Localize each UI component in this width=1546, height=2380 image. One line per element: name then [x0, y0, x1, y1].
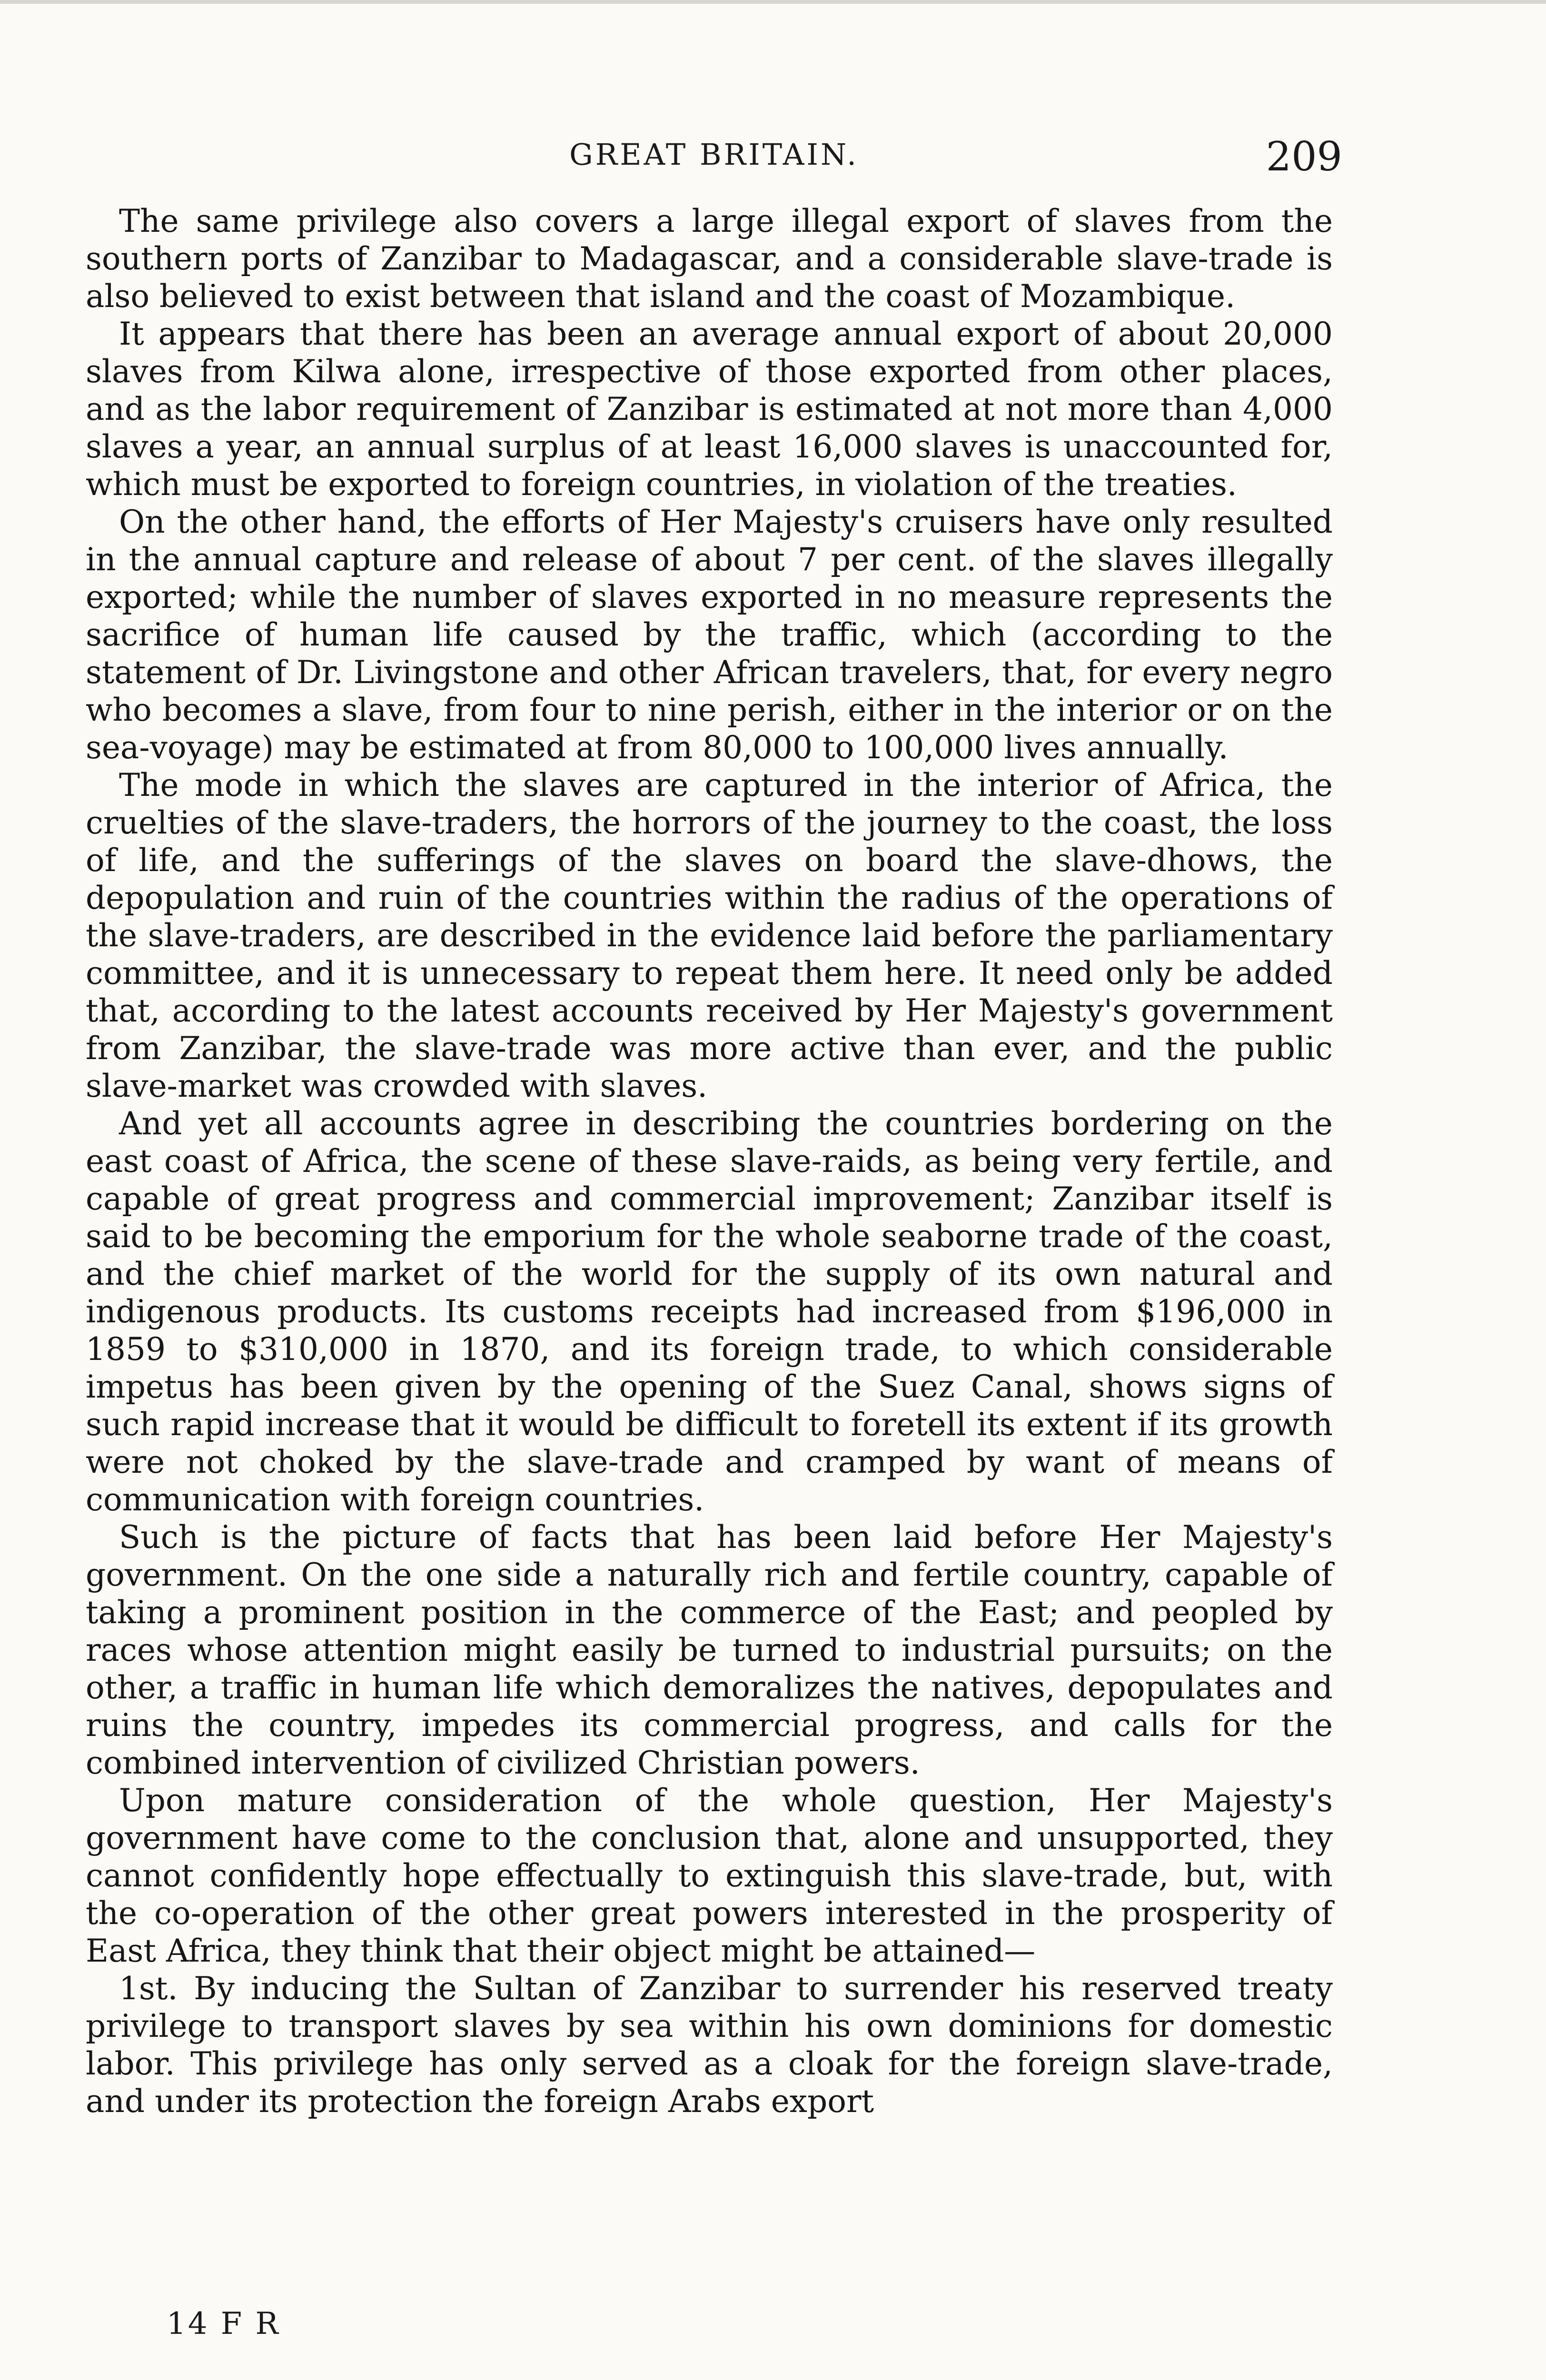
- paragraph-mature-consideration: Upon mature consideration of the whole question, Her Majesty's government have come to the conclusion that, alone and unsupported, they cannot confidently hope effectually to extinguish this slave-trade, but, with the co-operation of the other great powers interested in the prosperity of East Africa, they think that their object might be attained—: [86, 1782, 1333, 1969]
- signature-mark: 14 F R: [167, 2306, 280, 2341]
- paragraph-fertile-coast: And yet all accounts agree in describing the countries bordering on the east coast of Africa, the scene of these slave-raids, as being very fertile, and capable of great progress and commercial improvement; Zanzibar itself is said to be becoming the emporium for the whole seaborne trade of the coast, and the chief market of the world for the supply of its own natural and indigenous products. Its customs receipts had increased from $196,000 in 1859 to $310,000 in 1870, and its foreign trade, to which considerable impetus has been given by the opening of the Suez Canal, shows signs of such rapid increase that it would be difficult to foretell its extent if its growth were not choked by the slave-trade and cramped by want of means of communication with foreign countries.: [86, 1105, 1333, 1518]
- paragraph-kilwa-export: It appears that there has been an average annual export of about 20,000 slaves from Kilwa alone, irrespective of those exported from other places, and as the labor requirement of Zanzibar is estimated at not more than 4,000 slaves a year, an annual surplus of at least 16,000 slaves is unaccounted for, which must be exported to foreign countries, in violation of the treaties.: [86, 316, 1333, 503]
- page-header: [86, 133, 1342, 186]
- top-scan-edge: [0, 0, 1546, 4]
- running-head: GREAT BRITAIN.: [569, 137, 859, 172]
- paragraph-cruisers-efforts: On the other hand, the efforts of Her Majesty's cruisers have only resulted in the annual capture and release of about 7 per cent. of the slaves illegally exported; while the number of slaves exported in no measure represents the sacrifice of human life caused by the traffic, which (according to the statement of Dr. Livingstone and other African travelers, that, for every negro who becomes a slave, from four to nine perish, either in the interior or on the sea-voyage) may be estimated at from 80,000 to 100,000 lives annually.: [86, 504, 1333, 766]
- paragraph-picture-of-facts: Such is the picture of facts that has been laid before Her Majesty's government. On the one side a naturally rich and fertile country, capable of taking a prominent position in the commerce of the East; and peopled by races whose attention might easily be turned to industrial pursuits; on the other, a traffic in human life which demoralizes the natives, depopulates and ruins the country, impedes its commercial progress, and calls for the combined intervention of civilized Christian powers.: [86, 1519, 1333, 1781]
- paragraph-madagascar-trade: The same privilege also covers a large illegal export of slaves from the southern ports of Zanzibar to Madagascar, and a considerable slave-trade is also believed to exist between that island and the coast of Mozambique.: [86, 203, 1333, 315]
- paragraph-first-measure: 1st. By inducing the Sultan of Zanzibar to surrender his reserved treaty privilege to transport slaves by sea within his own dominions for domestic labor. This privilege has only served as a cloak for the foreign slave-trade, and under its protection the foreign Arabs export: [86, 1970, 1333, 2120]
- page-number: 209: [1266, 133, 1342, 180]
- paragraph-mode-of-capture: The mode in which the slaves are captured in the interior of Africa, the cruelties of the slave-traders, the horrors of the journey to the coast, the loss of life, and the sufferings of the slaves on board the slave-dhows, the depopulation and ruin of the countries within the radius of the operations of the slave-traders, are described in the evidence laid before the parliamentary committee, and it is unnecessary to repeat them here. It need only be added that, according to the latest accounts received by Her Majesty's government from Zanzibar, the slave-trade was more active than ever, and the public slave-market was crowded with slaves.: [86, 767, 1333, 1104]
- body-text: [86, 202, 1333, 2120]
